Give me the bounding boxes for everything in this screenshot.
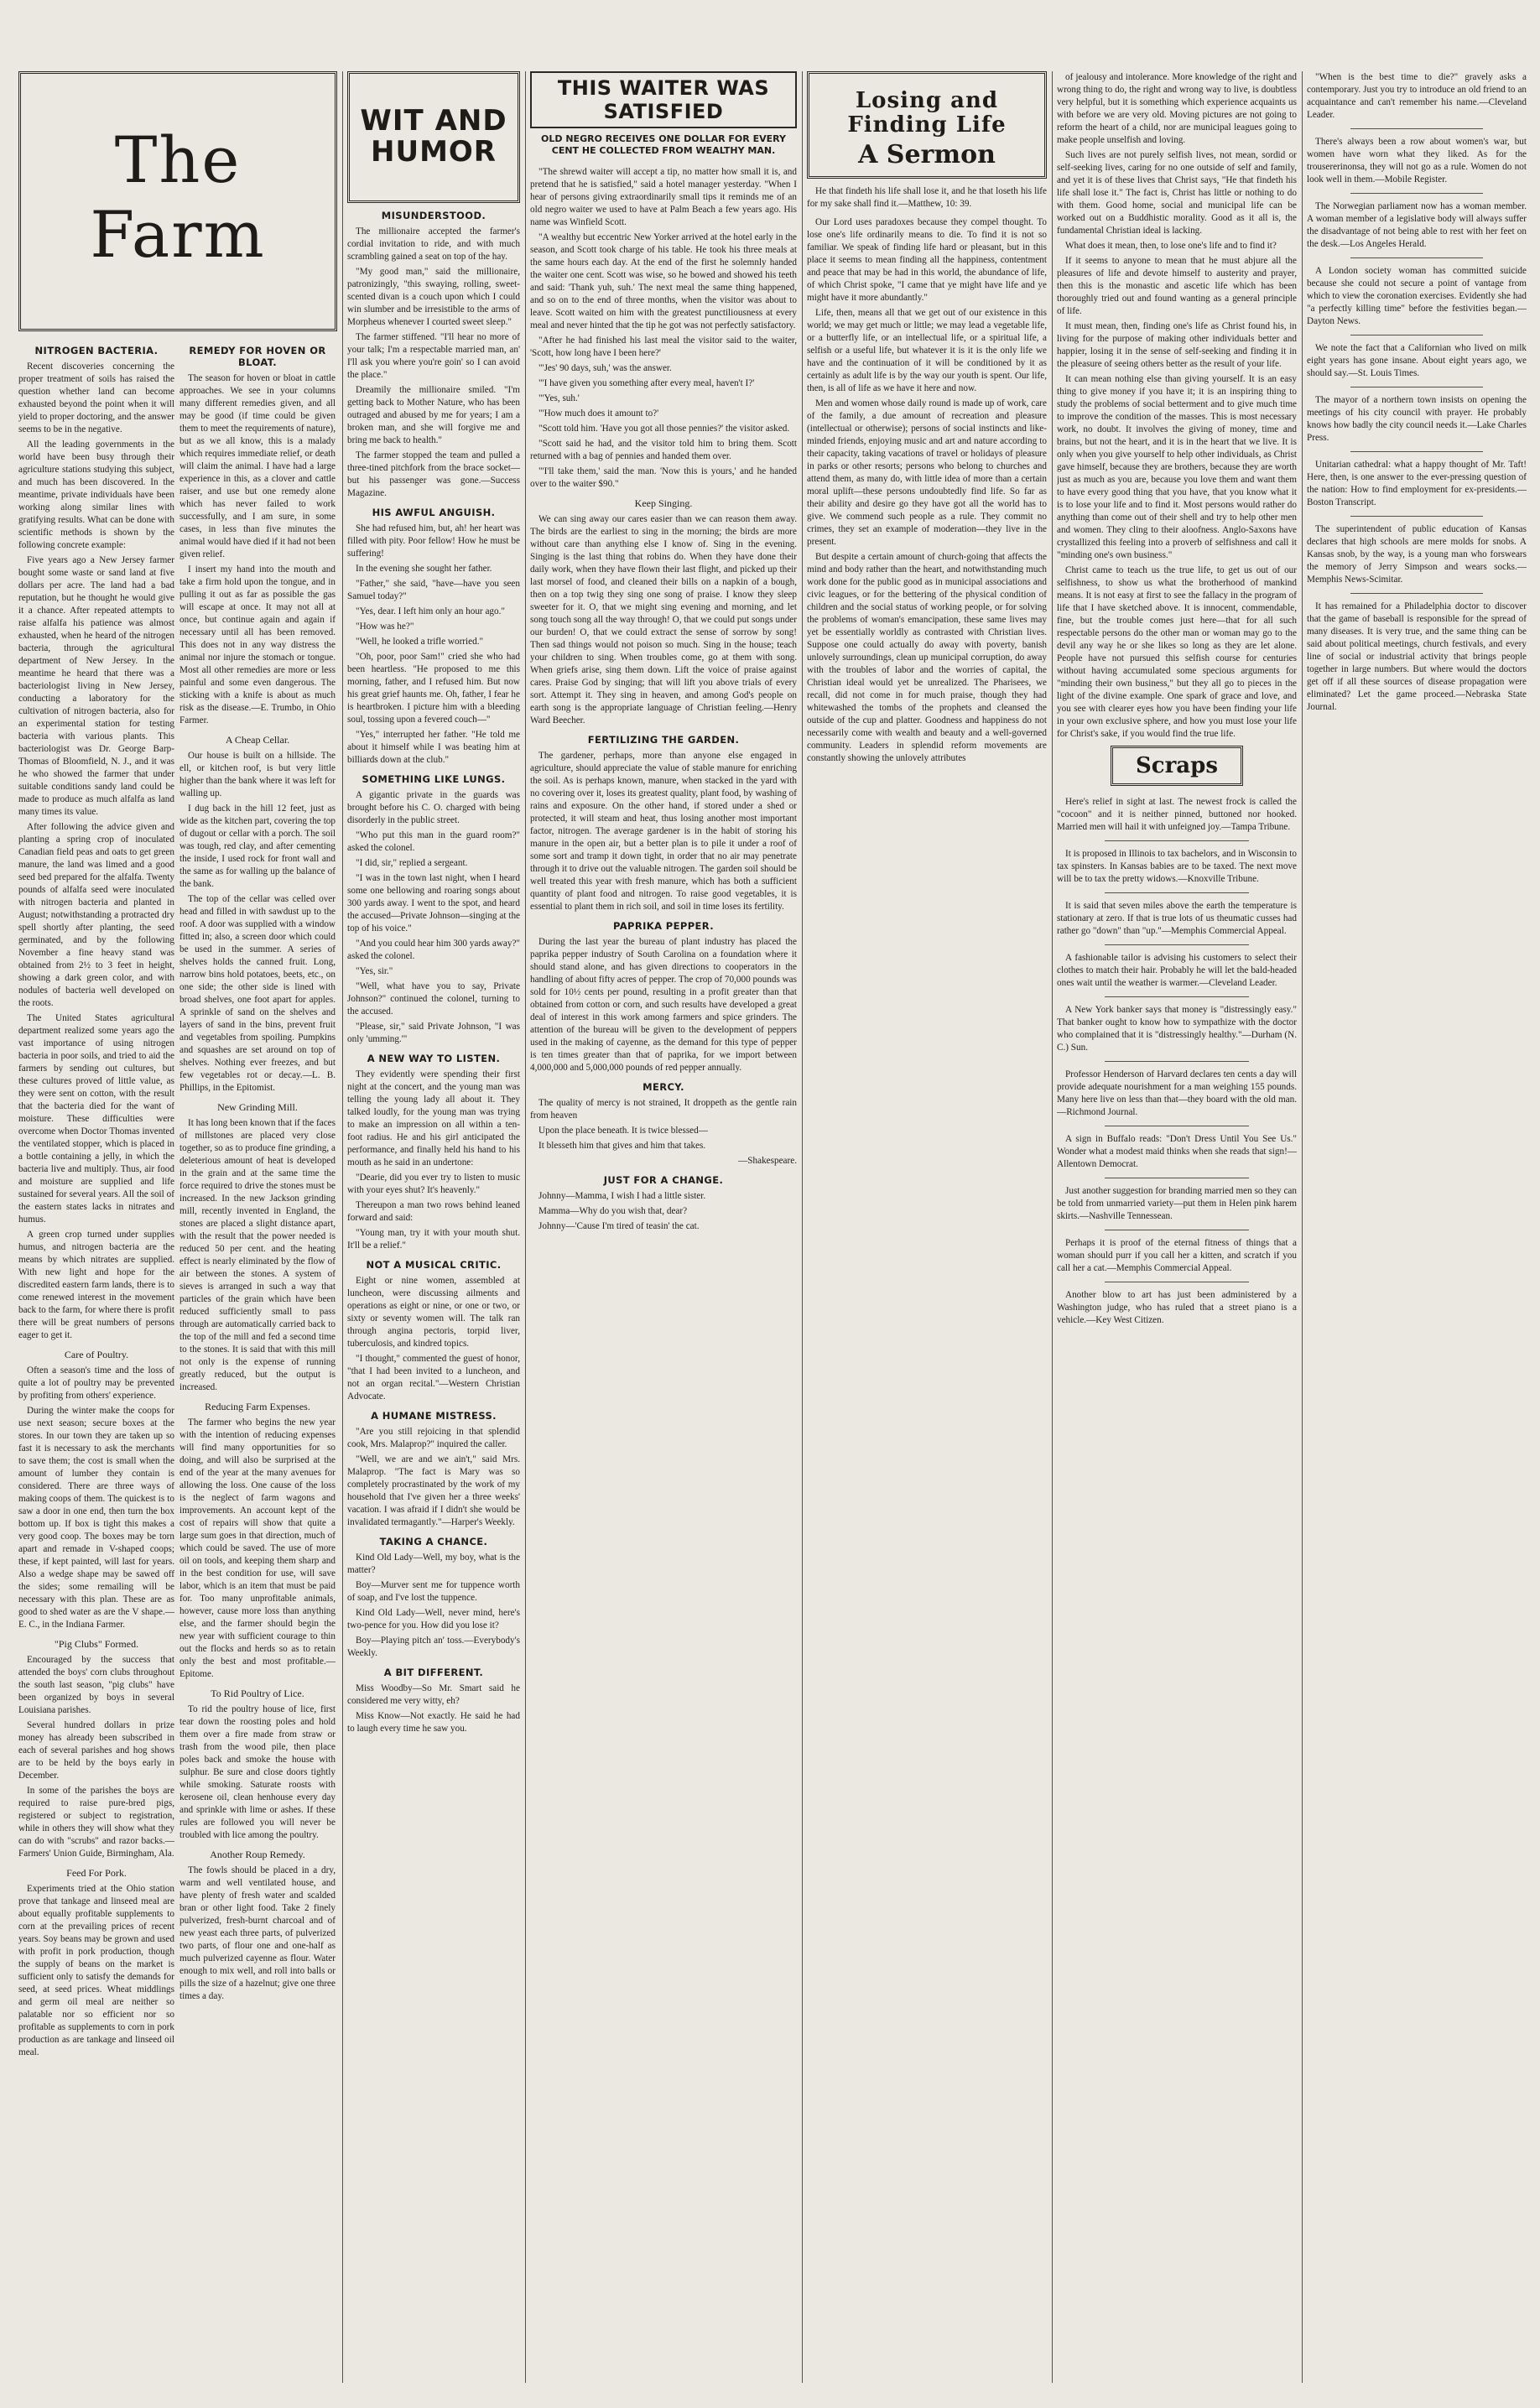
sermon-epigraph: He that findeth his life shall lose it, and he that loseth his life for my sake shall find it.—Matthew, 10: 39. (807, 186, 1047, 209)
wit-humor-banner: WIT AND HUMOR (360, 104, 507, 169)
column-rule (802, 71, 803, 2383)
article-paragraph: "Who put this man in the guard room?" asked the colonel. (347, 830, 520, 853)
article-paragraph: "'I have given you something after every meal, haven't I?' (538, 377, 755, 388)
article-paragraph: "Oh, poor, poor Sam!" cried she who had been heartless. "He proposed to me this morning, father, and I refused him. But now his great grief haunts me. Oh, father, I fear he is heartbroken. I picture him with a bleeding soul, tossing upon a fevered couch—" (347, 651, 520, 725)
article-title: A Cheap Cellar. (225, 734, 290, 746)
article-paragraph: A London society woman has committed suicide because she could not secure a point of vantage from which to view the coronation exercises. Evidently she had "a perfectly killing time" before the festivities began.—Dayton News. (1307, 266, 1527, 326)
article-title: FERTILIZING THE GARDEN. (587, 733, 740, 746)
article-paragraph: The season for hoven or bloat in cattle approaches. We see in your columns many different remedies given, and all may be good (if time could be given them to meet the requirements of nature), but as we all know, this is a malady which requires immediate relief, or death will claim the animal. I have had a large experience in this, as a clover and cattle raiser, and use but one remedy alone which has never failed to work successfully, and I am sure, in some cases, in less than five minutes the animal would have died if it had not been given relief. (179, 373, 336, 559)
article-paragraph: Recent discoveries concerning the proper treatment of soils has raised the question whether land can become exhausted beyond the point when it will yield to proper doctoring, and the answer seems to be in the negative. (18, 361, 174, 434)
article-paragraph: There's always been a row about women's war, but women have worn what they liked. As for the trousererinonsa, they will not go as a rule. Women do not look well in them.—Mobile Register. (1307, 137, 1527, 185)
article-title: Another Roup Remedy. (210, 1849, 305, 1860)
article-paragraph: "Please, sir," said Private Johnson, "I was only 'umming.'" (347, 1021, 520, 1044)
article-paragraph: In some of the parishes the boys are required to raise pure-bred pigs, registered or subject to registration, while in others they will show what they can do with "scrubs" and razor backs.—Farmers' Union Guide, Birmingham, Ala. (18, 1786, 174, 1859)
farm-subcolumn-right (179, 338, 336, 2005)
item-separator (1105, 1061, 1249, 1062)
article-title: REMEDY FOR HOVEN OR BLOAT. (189, 345, 326, 368)
article-paragraph: "How was he?" (356, 621, 414, 632)
article-paragraph: "Yes," interrupted her father. "He told me about it himself while I was beating him at billiards down at the club." (347, 729, 520, 765)
farm-masthead-box (18, 71, 337, 331)
column-rule (342, 71, 343, 2383)
article-paragraph: It can mean nothing else than giving yourself. It is an easy thing to give money if you have it; it is an inspiring thing to study the problems of social betterment and to give much time to improve the condition of the masses. This is most necessary work, no doubt. It involves the giving of money, time and brains, but not the heart, and it is in the heart that we live. It is only when you give yourself to help other individuals, as Christ gave himself, because they are brothers, because they are worth just as much as you are, because you love them and want them to have every good thing that you have, that you know what it is to lose your life and to find it. Most persons would rather do anything than come out of their shell and try to help other men and women. They cling to their aloofness. Anglo-Saxons have crystallized this feeling into a proverb of selfishness and call it "minding one's own business." (1057, 374, 1297, 560)
article-title: A HUMANE MISTRESS. (371, 1409, 497, 1422)
article-paragraph: Johnny—Mamma, I wish I had a little sister. (538, 1190, 706, 1201)
article-paragraph: —Shakespeare. (738, 1155, 797, 1166)
article-paragraph: "Yes, sir." (356, 965, 393, 976)
article-paragraph: Upon the place beneath. It is twice blessed— (538, 1125, 708, 1136)
column-rule (1052, 71, 1053, 2383)
article-paragraph: To rid the poultry house of lice, first tear down the roosting poles and hold them over a fire made from straw or trash from the wood pile, then place poles back and smoke the house with sulphur. Be sure and close doors tightly while smoking. Saturate roosts with kerosene oil, clean henhouse every day and sprinkle with lime or ashes. If these rules are followed you will never be troubled with lice among the poultry. (179, 1704, 336, 1840)
column-rule (525, 71, 526, 2383)
article-paragraph: It is said that seven miles above the earth the temperature is stationary at zero. If that is true lots of us theumatic cusses had rather go "down" than "up."—Memphis Commercial Appeal. (1057, 901, 1297, 936)
article-title: PAPRIKA PEPPER. (612, 919, 715, 932)
article-paragraph: The quality of mercy is not strained, It droppeth as the gentle rain from heaven (530, 1097, 797, 1121)
item-separator (1105, 892, 1249, 893)
article-title: JUST FOR A CHANGE. (603, 1173, 724, 1186)
article-paragraph: Often a season's time and the loss of quite a lot of poultry may be prevented by profiting from others' experience. (18, 1365, 174, 1401)
article-paragraph: It blesseth him that gives and him that takes. (538, 1140, 706, 1151)
article-paragraph: We can sing away our cares easier than we can reason them away. The birds are the earliest to sing in the morning; the birds are more without care than anything else I know of. Sing in the evening. Singing is the last thing that robins do. When they have done their daily work, when they have flown their last flight, and picked up their last morsel of food, and cleaned their bills on a napkin of a bough, then on a top twig they sing one song of praise. I know they sleep sweeter for it. O, that we might sing evening and morning, and let song touch song all the way through! O, that we could put songs under our burden! O, that we could extract the sense of sorrow by song! Then sad things would not poison so much. Sing in the house; teach your children to sing. When troubles come, go at them with song. When griefs arise, sing them down. Lift the voice of praise against cares. Praise God by singing; that will lift you above trials of every sort. Attempt it. They sing in heaven, and among God's people on earth song is the appropriate language of Christian feeling.—Henry Ward Beecher. (530, 513, 797, 726)
article-paragraph: Thereupon a man two rows behind leaned forward and said: (347, 1199, 520, 1223)
article-title: Care of Poultry. (64, 1349, 129, 1360)
article-title: A BIT DIFFERENT. (383, 1666, 484, 1678)
humor-articles (347, 210, 520, 1735)
item-separator (1350, 593, 1482, 594)
article-paragraph: During the last year the bureau of plant industry has placed the paprika pepper industry of South Carolina on a foundation where it should stand alone, and has given directions to cooperators in the handling of about fifty acres of pepper. The crop of 70,000 pounds was sold for 10½ cents per pound, resulting in a profit greater than that obtained from cotton or corn, and such results have developed a great deal of interest in this work among farmers and spice grinders. The attention of the bureau will be given to the development of peppers used in the making of cayenne, as the demand for this type of pepper is ten times greater than that of paprika, for we import between 4,000,000 and 5,000,000 pounds of red pepper annually. (530, 936, 797, 1073)
article-paragraph: A fashionable tailor is advising his customers to select their clothes to match their hair. Probably he will let the bald-headed ones wait until the weather is warmer.—Cleveland Leader. (1057, 953, 1297, 988)
article-paragraph: Perhaps it is proof of the eternal fitness of things that a woman should purr if you call her a kitten, and scratch if you call her a cat.—Memphis Commercial Appeal. (1057, 1238, 1297, 1273)
article-paragraph: "'How much does it amount to?' (538, 408, 659, 419)
farm-column (18, 71, 337, 2383)
article-paragraph: of jealousy and intolerance. More knowledge of the right and wrong thing to do, the right and wrong way to live, is doubtless very helpful, but it is something which experience acquaints us with before we are very old. Moving pictures are not going to reform the heart of a child, nor are municipal leagues going to make people unselfish and loving. (1057, 72, 1297, 145)
article-paragraph: "I was in the town last night, when I heard some one bellowing and roaring songs about 300 yards away. I went to the spot, and heard the accused—Private Johnson—singing at the top of his voice." (347, 872, 520, 934)
article-paragraph: "The shrewd waiter will accept a tip, no matter how small it is, and pretend that he is satisfied," said a hotel manager yesterday. "When I hear of persons giving extraordinarily small tips it reminds me of an old negro waiter we used to have at Palm Beach a few years ago. His name was Winfield Scott. (530, 166, 797, 227)
article-paragraph: "Yes, dear. I left him only an hour ago." (356, 606, 505, 616)
article-paragraph: "After he had finished his last meal the visitor said to the waiter, 'Scott, how long have I been here?' (530, 335, 797, 358)
article-paragraph: The United States agricultural department realized some years ago the vast importance of using nitrogen bacteria in poor soils, and tried to aid the farmers by sending out cultures, but these cultures proved of little value, as they were sent on cotton, with the result that the bacteria died for the want of moisture. These difficulties were overcome when Doctor Thomas invented the ventilated stopper, which is placed in a bottle containing a jelly, in which the bacteria live and multiply. Thus, air food and moisture are supplied and life sustained for several years. All the soil of the eastern states lacks in nitrates and humus. (18, 1013, 174, 1225)
farm-subcolumn-left (18, 338, 174, 2062)
sermon-body (807, 216, 1047, 765)
article-paragraph: Boy—Playing pitch an' toss.—Everybody's Weekly. (347, 1635, 520, 1658)
article-paragraph: What does it mean, then, to lose one's life and to find it? (1065, 241, 1277, 251)
article-paragraph: During the winter make the coops for use next season; secure boxes at the stores. In our town they are taken up so fast it is necessary to ask the merchants to save them; the cost is small when the amount of lumber they contain is considered. There are three ways of making coops of them. The quickest is to saw a door in one end, then turn the box bottom up. If box is tight this makes a very good coop. The boxes may be torn apart and remade in V-shaped coops; these, if kept painted, will last for years. Also a wedge shape may be sawed off the sides; some remailing will be necessary with this plan. These are as good to shed water as are the V shape.—E. C., in the Indiana Farmer. (18, 1406, 174, 1630)
article-paragraph: "Dearie, did you ever try to listen to music with your eyes shut? It's heavenly." (347, 1172, 520, 1195)
article-paragraph: Christ came to teach us the true life, to get us out of our selfishness, to show us what the brotherhood of mankind means. It is not easy at first to see the fallacy in the program of life that I have sketched above. It is innocent, commendable, fine, but the trouble comes just here—that for all such respectable persons do the other man or woman may go to the devil any way he or she likes so long as they are let alone. People have not pursued this selfish course for centuries without having accumulated some specious arguments for "minding their own business," but they all go to pieces in the light of the divine example. One spark of grace and love, and you see with clearer eyes how you have been finding your life in your own exclusive sphere, and how you must lose your life for Christ's sake, if you would find the true life. (1057, 565, 1297, 739)
article-paragraph: She had refused him, but, ah! her heart was filled with pity. Poor fellow! How he must be suffering! (347, 523, 520, 559)
article-paragraph: Mamma—Why do you wish that, dear? (538, 1205, 688, 1216)
item-separator (1350, 451, 1482, 452)
article-paragraph: "A wealthy but eccentric New Yorker arrived at the hotel early in the season, and Scott took charge of his table. He took his three meals at the same hours each day. At the end of the first he solemnly handed the waiter one cent. Scott was wise, so he bowed and showed his teeth and said: 'Thank yuh, suh.' The next meal the same thing happened, and so on to the end of three months, when the visitor was about to leave. Scott waited on him with the greatest punctiliousness at every meal and never hinted that the tip he got was not perfectly satisfactory. (530, 231, 797, 330)
article-title: TAKING A CHANCE. (379, 1535, 488, 1547)
article-paragraph: But despite a certain amount of church-going that affects the mind and body rather than the heart, and notwithstanding much work done for the public good as in municipal associations and civic leagues, or for the bettering of the physical condition of children and the social status of working people, or for solving the problems of woman's emancipation, these same lives may yet be essentially worldly as contrasted with Christian lives. Suppose one could actually do away with poverty, banish unlovely surroundings, clean up municipal corruption, do away with the troubles of labor and the worries of capital, the Christian ideal would yet be unrealized. The Pharisees, we recall, did not come in for much praise, though they had whitewashed the tombs of the prophets and cleansed the outside of the cup and platter. Goodness and happiness do not necessarily come with wealth and beauty and a well-governed community. Leaders in splendid reform movements are constantly showing the unlovely attributes (807, 552, 1047, 764)
sermon-continued-column (1057, 71, 1297, 2383)
article-paragraph: Just another suggestion for branding married men so they can be told from unmarried variety—put them in Helen pink harem skirts.—Nashville Tennessean. (1057, 1186, 1297, 1221)
article-paragraph: Boy—Murver sent me for tuppence worth of soap, and I've lost the tuppence. (347, 1579, 520, 1603)
article-paragraph: Our house is built on a hillside. The ell, or kitchen roof, is but very little higher than the bank where it was left for walling up. (179, 751, 336, 798)
article-paragraph: If it seems to anyone to mean that he must abjure all the pleasures of life and devote himself to austerity and prayer, then this is the monastic and ascetic life which has been thoroughly tried out and found wanting as a general principle of life. (1057, 256, 1297, 316)
article-paragraph: The farmer stopped the team and pulled a three-tined pitchfork from the brace socket—but his passenger was gone.—Success Magazine. (347, 450, 520, 498)
article-paragraph: It is proposed in Illinois to tax bachelors, and in Wisconsin to tax spinsters. In Kansas babies are to be taxed. The next move will be to tax the pretty widows.—Knoxville Tribune. (1057, 849, 1297, 884)
article-paragraph: They evidently were spending their first night at the concert, and the young man was telling the young lady all about it. They talked loudly, for the young man was trying to make an impression on all within a ten-foot radius. He and his girl anticipated the performance, and finally held his hand to his mouth as he said in an undertone: (347, 1069, 520, 1168)
article-paragraph: The top of the cellar was celled over head and filled in with sawdust up to the roof. A door was supplied with a window fitted in; also, a screen door which could be used in the summer. A series of shelves holds the canned fruit. Long, narrow bins hold potatoes, beets, etc., on one side; the other side is lined with broad shelves, one foot apart for apples. A sprinkle of sand on the shelves and layers of sand in the bins, prevent fruit and vegetables from spoiling. Pumpkins and squashes are set around on top of shelves. Nothing ever freezes, and but few vegetables rot or decay.—L. B. Phillips, in the Epitomist. (179, 894, 336, 1093)
article-paragraph: I insert my hand into the mouth and take a firm hold upon the tongue, and in pulling it out as far as possible the gas will escape at once. It may not all at once, but continue again and again if necessary until all has been removed. This does not in any way distress the animal nor injure the stomach or tongue. Most all other remedies are more or less painful and some even dangerous. The sticking with a knife is about as much risk as the disease.—E. Trumbo, in Ohio Farmer. (179, 564, 336, 726)
article-paragraph: "I thought," commented the guest of honor, "that I had been invited to a luncheon, and not an organ recital."—Western Christian Advocate. (347, 1353, 520, 1402)
article-title: HIS AWFUL ANGUISH. (372, 506, 496, 518)
wit-humor-column (347, 71, 520, 2383)
item-separator (1105, 840, 1249, 841)
article-paragraph: Kind Old Lady—Well, never mind, here's two-pence for you. How did you lose it? (347, 1607, 520, 1630)
waiter-column (530, 71, 797, 2383)
article-paragraph: It must mean, then, finding one's life as Christ found his, in living for the purpose of making other individuals better and happier, losing it in the sense of self-seeking and finding it in the pleasure of seeing others better as the result of your life. (1057, 321, 1297, 369)
article-paragraph: Kind Old Lady—Well, my boy, what is the matter? (347, 1552, 520, 1575)
article-paragraph: "Scott said he had, and the visitor told him to bring them. Scott returned with a bag of pennies and handed them over. (530, 438, 797, 461)
article-paragraph: The superintendent of public education of Kansas declares that high schools are mere molds for snobs. A Kansas snob, by the way, is a young man who forswears the memory of Jerry Simpson and wears socks.—Memphis News-Scimitar. (1307, 524, 1527, 585)
article-paragraph: In the evening she sought her father. (356, 563, 492, 574)
article-paragraph: Encouraged by the success that attended the boys' corn clubs throughout the south last season, "pig clubs" have been organized by boys in several Louisiana parishes. (18, 1655, 174, 1715)
article-paragraph: Several hundred dollars in prize money has already been subscribed in each of several parishes and hog shows are to be held by the boys early in December. (18, 1720, 174, 1781)
sermon-title: Losing and Finding Life (847, 88, 1007, 138)
scraps-continued-column (1307, 71, 1527, 2383)
article-title: "Pig Clubs" Formed. (54, 1638, 139, 1650)
article-paragraph: Miss Know—Not exactly. He said he had to laugh every time he saw you. (347, 1710, 520, 1734)
article-paragraph: A New York banker says that money is "distressingly easy." That banker ought to know how to sympathize with the doctor who complained that it is "distressingly healthy."—Durham (N. C.) Sun. (1057, 1005, 1297, 1053)
article-paragraph: "Well, what have you to say, Private Johnson?" continued the colonel, turning to the accused. (347, 980, 520, 1017)
article-paragraph: "I did, sir," replied a sergeant. (356, 857, 468, 868)
article-paragraph: A gigantic private in the guards was brought before his C. O. charged with being disorderly in the public street. (347, 789, 520, 825)
article-paragraph: The mayor of a northern town insists on opening the meetings of his city council with prayer. He probably knows how badly the city council needs it.—Lake Charles Press. (1307, 395, 1527, 443)
article-paragraph: A sign in Buffalo reads: "Don't Dress Until You See Us." Wonder what a modest maid thinks when she reads that sign!—Allentown Democrat. (1057, 1134, 1297, 1169)
article-paragraph: The Norwegian parliament now has a woman member. A woman member of a legislative body will always suffer the disadvantage of not being able to rest with her feet on the desk.—Los Angeles Herald. (1307, 201, 1527, 249)
item-separator (1350, 257, 1482, 258)
sermon-banner-box (807, 71, 1047, 179)
article-title: Feed For Pork. (66, 1867, 127, 1879)
article-paragraph: "And you could hear him 300 yards away?" asked the colonel. (347, 938, 520, 961)
article-paragraph: "Well, he looked a trifle worried." (356, 636, 484, 647)
article-paragraph: "'I'll take them,' said the man. 'Now this is yours,' and he handed over to the waiter $90." (530, 465, 797, 489)
article-paragraph: "Young man, try it with your mouth shut. It'll be a relief." (347, 1227, 520, 1251)
article-title: To Rid Poultry of Lice. (211, 1688, 304, 1699)
article-paragraph: "'Jes' 90 days, suh,' was the answer. (538, 362, 672, 373)
article-paragraph: Experiments tried at the Ohio station prove that tankage and linseed meal are about equally profitable supplements to corn at the prevailing prices of recent years. Soy beans may be grown and used with profit in pork production, though the supply of beans on the market is sufficient only to satisfy the demands for seed, at seed prices. Wheat middlings and germ oil meal are neither so palatable nor so efficient nor so profitable as supplements to corn in pork production as are tankage and linseed oil meal. (18, 1884, 174, 2057)
article-title: Reducing Farm Expenses. (205, 1401, 310, 1412)
article-paragraph: "'Yes, suh.' (538, 393, 580, 403)
scraps-banner: Scraps (1111, 746, 1243, 786)
item-separator (1105, 996, 1249, 997)
article-title: NOT A MUSICAL CRITIC. (366, 1258, 502, 1271)
article-paragraph: It has long been known that if the faces of millstones are placed very close together, so as to produce fine grinding, a deleterious amount of heat is developed in the grain and at the same time the force required to drive the stones must be increased. In the new Jackson grinding mill, recently invented in England, the stones are placed a slight distance apart, with the result that the power needed is reduced 50 per cent. and the heating effect is nearly eliminated by the flow of air between the stones. A system of sieves is arranged in such a way that particles of the grain which have been reduced sufficiently small to pass through are automatically carried back to the top of the mill and fed a second time to the stones. It is said that with this mill not only is the expense of running greatly reduced, but the output is increased. (179, 1118, 336, 1392)
article-paragraph: A green crop turned under supplies humus, and nitrogen bacteria are the means by which nitrates are supplied. With new light and hope for the discredited eastern farm lands, there is to come renewed interest in the movement back to the farm, for where there is profit there will be great numbers of persons eager to get it. (18, 1230, 174, 1340)
article-title: New Grinding Mill. (217, 1101, 298, 1113)
article-paragraph: "My good man," said the millionaire, patronizingly, "this swaying, rolling, sweet-scented divan is a couch upon which I could win slumber and be irresistible to the arms of Morpheus whenever I courted sweet sleep." (347, 266, 520, 327)
wit-humor-banner-box (347, 71, 520, 203)
article-paragraph: The fowls should be placed in a dry, warm and well ventilated house, and have plenty of fresh water and scalded bran or other light food. Take 2 finely pulverized, fresh-burnt charcoal and of new yeast each three parts, of pulverized two parts, of flour one and one-half as much pulverized cayenne as flour. Water enough to mix well, and roll into balls or pills the size of a hazelnut; give one three times a day. (179, 1865, 336, 2001)
sermon-body-continued (1057, 71, 1297, 741)
sermon-subtitle: A Sermon (858, 140, 996, 170)
article-paragraph: Life, then, means all that we get out of our existence in this world; we may get much or little; we may lead a vegetable life, or a butterfly life, or an intellectual life, or a spiritual life, a selfish or a useful life, but whatever it is it is the only life we have and the continuation of it will be conditioned by it as certainly as adult life is by the way our youth is spent. Our life, then, is all of life as we have it here and now. (807, 308, 1047, 394)
waiter-headline: THIS WAITER WAS SATISFIED (530, 71, 797, 128)
article-paragraph: Johnny—'Cause I'm tired of teasin' the cat. (538, 1220, 700, 1231)
waiter-deck: OLD NEGRO RECEIVES ONE DOLLAR FOR EVERY CENT HE COLLECTED FROM WEALTHY MAN. (541, 133, 786, 157)
article-paragraph: "When is the best time to die?" gravely asks a contemporary. Just you try to introduce an old friend to an acquaintance and can't remember his name.—Cleveland Leader. (1307, 72, 1527, 120)
article-paragraph: Men and women whose daily round is made up of work, care of the family, a due amount of recreation and pleasure (intellectual or otherwise); persons of social instincts and like-minded friends, enjoying music and art and nature according to their capacity, taking vacations of travel or holidays of pleasure in parks or other resorts; persons who belong to churches and attend them, as many do, with little idea of more than a certain moral uplift—these persons undoubtedly find life. So far as their ability and desire go they have got all the world has to give. We commend such people as a rule. They commit no crimes, they set an example of moderation—they live in the present. (807, 398, 1047, 548)
article-paragraph: Dreamily the millionaire smiled. "I'm getting back to Mother Nature, who has been outraged and abused by me for years; I am a broken man, and she will forgive me and bring me back to health." (347, 384, 520, 445)
article-paragraph: We note the fact that a Californian who lived on milk eight years has gone insane. About eight years ago, we should say.—St. Louis Times. (1307, 343, 1527, 378)
article-paragraph: "Well, we are and we ain't," said Mrs. Malaprop. "The fact is Mary was so completely procrastinated by the work of my household that I've given her a three weeks' vacation. I was afraid if I didn't she would be invalidated termagantly."—Harper's Weekly. (347, 1454, 520, 1527)
item-separator (1350, 128, 1482, 129)
article-paragraph: The gardener, perhaps, more than anyone else engaged in agriculture, should appreciate the value of stable manure for enriching the soil. As is perhaps known, manure, when stacked in the yard with no covering over it, loses its greatest quality, plant food, by washing of rains and exposure. On the other hand, if stored under a shed or protected, it will steam and heat, thus losing another most important factor, nitrogen. The average gardener is in the habit of storing his manure in the open air, but a better plan is to pile it under a roof of some sort and tramp it down tight, in order that no air may penetrate through it to drive out the valuable nitrogen. The garden soil should be well treated this year with fresh manure, which has both a sufficient quantity of plant food and nitrogen. To raise good vegetables, it is essential to plant them in rich soil, and soil in time loses its fertility. (530, 750, 797, 912)
article-paragraph: Another blow to art has just been administered by a Washington judge, who has ruled that a street piano is a vehicle.—Key West Citizen. (1057, 1290, 1297, 1325)
article-title: Keep Singing. (634, 497, 693, 509)
article-paragraph: The millionaire accepted the farmer's cordial invitation to ride, and with much scrambling gained a seat on top of the hay. (347, 226, 520, 262)
article-paragraph: Eight or nine women, assembled at luncheon, were discussing ailments and operations as eight or nine, or one or two, or sixty or seventy women will. The talk ran through angina pectoris, torpid liver, tuberculosis, and kindred topics. (347, 1275, 520, 1349)
article-paragraph: "Are you still rejoicing in that splendid cook, Mrs. Malaprop?" inquired the caller. (347, 1426, 520, 1449)
article-paragraph: Such lives are not purely selfish lives, not mean, sordid or self-seeking lives, caring for no one outside of self and family, and yet it is of these lives that Christ says, "He that findeth his life shall lose it." The fact is, Christ has little or nothing to do with them. Good home, social and municipal life can be worked out on a Buddhistic morality. Good as it all is, the fundamental Christian ideal is lacking. (1057, 150, 1297, 236)
article-paragraph: Here's relief in sight at last. The newest frock is called the "cocoon" and it is neither pinned, buttoned nor hooked. Married men will hail it with unfeigned joy.—Tampa Tribune. (1057, 797, 1297, 832)
waiter-story (530, 166, 797, 491)
article-paragraph: Five years ago a New Jersey farmer bought some waste or sand land at five dollars per acre. The land had a bad reputation, but he thought he would give it a chance. After repeated attempts to raise alfalfa his patience was almost exhausted, when he heard of the nitrogen bacteria, through the agricultural department of New Jersey. In the meantime he heard that there was a bacteriologist living in New Jersey, conducting a laboratory for the cultivation of nitrogen bacteria, also for an experimental station for testing bacteria with various plants. This bacteriologist was Dr. George Barp-Thomas of Bloomfield, N. J., and it was he who showed the farmer that under suitable conditions sandy land could be made to produce as much alfalfa as land many times its value. (18, 555, 174, 817)
article-title: NITROGEN BACTERIA. (34, 345, 159, 356)
article-paragraph: "Father," she said, "have—have you seen Samuel today?" (347, 578, 520, 601)
sermon-column (807, 71, 1047, 2383)
farm-masthead: The Farm (90, 122, 266, 272)
item-separator (1105, 944, 1249, 945)
scraps-list (1057, 796, 1297, 1327)
article-title: A NEW WAY TO LISTEN. (367, 1052, 501, 1064)
article-paragraph: The farmer stiffened. "I'll hear no more of your talk; I'm a respectable married man, an' I'll ask you where you're goin' so I can avoid the place." (347, 331, 520, 380)
article-paragraph: Our Lord uses paradoxes because they compel thought. To lose one's life ordinarily means to die. To find it is not so familiar. We speak of finding life hard or pleasant, but in this place it seems to mean finding all the happiness, contentment and peace that may be had in this world, the abundance of life, of which Christ spoke, "I came that ye might have life and ye might have it more abundantly." (807, 217, 1047, 304)
article-title: SOMETHING LIKE LUNGS. (362, 772, 506, 785)
scraps-list-continued (1307, 71, 1527, 714)
article-title: MERCY. (643, 1080, 684, 1093)
article-paragraph: After following the advice given and planting a spring crop of inoculated Canadian field peas and oats to get green manure, the land was limed and a good seed bed prepared for the alfalfa. Twenty pounds of alfalfa seed were inoculated with nitrogen bacteria and planted in August; notwithstanding a protracted dry spell shortly after planting, the seed germinated, and by the following November a fine heavy stand was obtained from 2½ to 3 feet in height, showing a dark green color, and with nodules of bacteria well developed on the roots. (18, 822, 174, 1008)
item-separator (1350, 193, 1482, 194)
article-paragraph: "Scott told him. 'Have you got all those pennies?' the visitor asked. (538, 423, 790, 434)
article-paragraph: The farmer who begins the new year with the intention of reducing expenses will find many opportunities for so doing, and will also be surprised at the end of the year at the many avenues for allowing the loss. One cause of the loss is the neglect of farm wagons and improvements. An account kept of the cost of repairs will show that quite a large sum goes in that direction, much of which could be saved. The use of more oil on tools, and keeping them sharp and in the best condition for use, will save labor, which is an item that must be paid for. Too many unprofitable animals, however, cause more loss than anything else, and the farmer should begin the new year with sufficient courage to thin out the flocks and herds so as to retain only the best and most profitable.—Epitome. (179, 1417, 336, 1679)
article-title: MISUNDERSTOOD. (381, 209, 486, 221)
article-paragraph: Unitarian cathedral: what a happy thought of Mr. Taft! Here, then, is one answer to the ever-pressing question of the nation: How to find employment for ex-presidents.—Boston Transcript. (1307, 460, 1527, 507)
article-paragraph: All the leading governments in the world have been busy through their agriculture stations studying this subject, and much has been discovered. In the meantime, private individuals have been working along similar lines with gratifying results. What can be done with scientific methods is shown by the following concrete example: (18, 439, 174, 550)
column-rule (1302, 71, 1303, 2383)
item-separator (1350, 516, 1482, 517)
article-paragraph: Professor Henderson of Harvard declares ten cents a day will provide adequate nourishment for a man weighing 155 pounds. Many here live on less than that—they board with the old man.—Richmond Journal. (1057, 1069, 1297, 1117)
article-paragraph: Miss Woodby—So Mr. Smart said he considered me very witty, eh? (347, 1682, 520, 1706)
article-paragraph: I dug back in the hill 12 feet, just as wide as the kitchen part, covering the top of dugout or cellar with a porch. The soil was tough, red clay, and after cementing the inside, I used rock for front wall and the same as for walling up the balance of the bank. (179, 804, 336, 889)
article-paragraph: It has remained for a Philadelphia doctor to discover that the game of baseball is responsible for the spread of many diseases. It is very true, and the same thing can be said about political meetings, church festivals, and every line of social or industrial activity that brings people together in large numbers. But where would the doctors get off if all these sources of disease propagation were eliminated? Let the game proceed.—Nebraska State Journal. (1307, 601, 1527, 712)
